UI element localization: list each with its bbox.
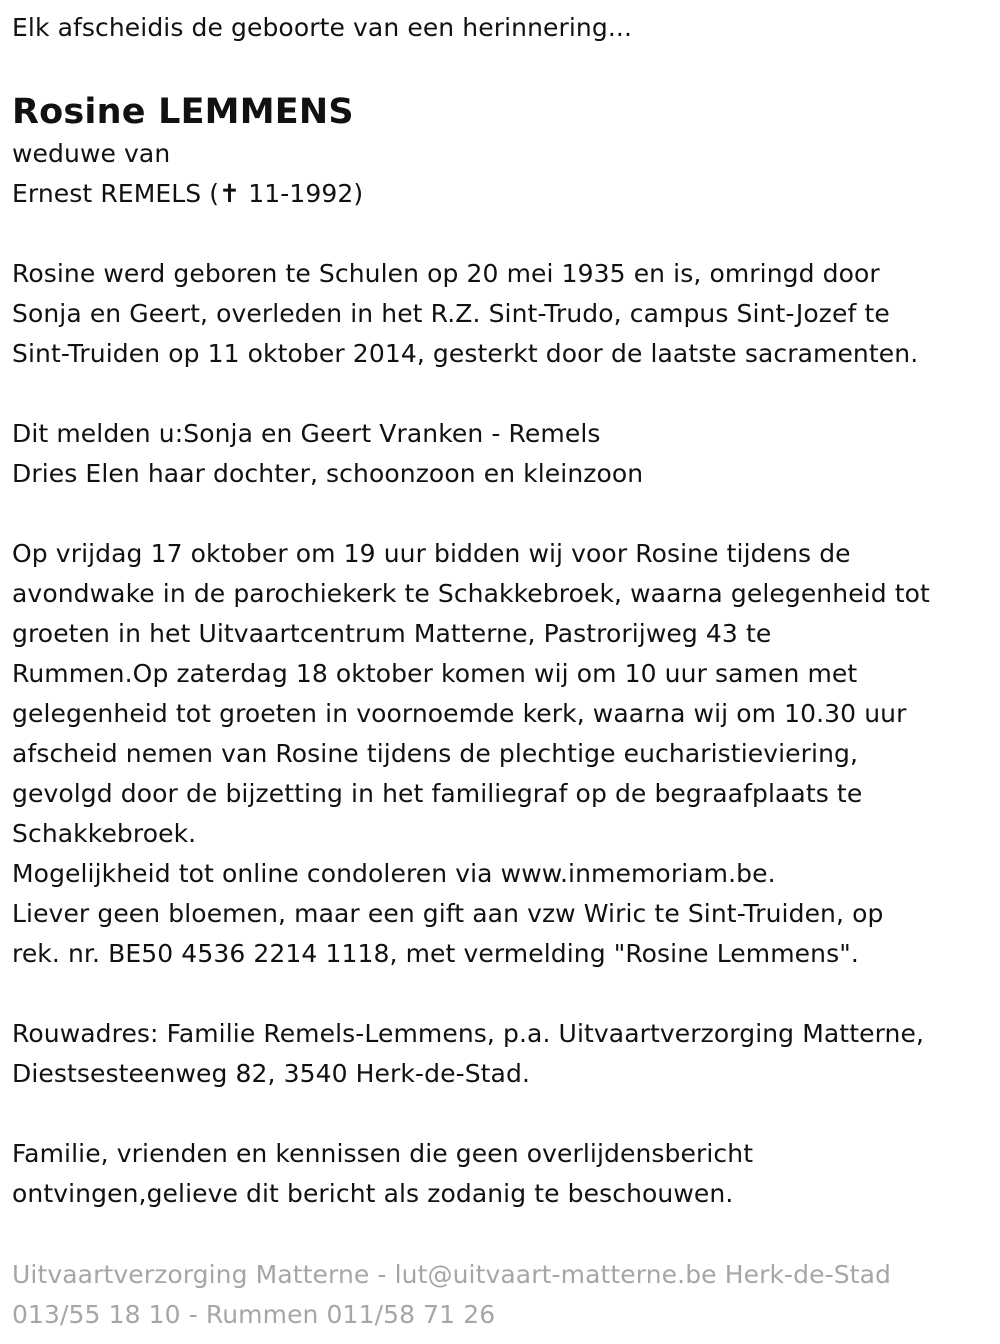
footer-line: Uitvaartverzorging Matterne - lut@uitvaart-matterne.be Herk-de-Stad (12, 1260, 891, 1289)
spouse-name: Ernest REMELS (✝ 11-1992) (12, 179, 364, 208)
announcers-paragraph (12, 414, 988, 494)
paragraph-line: afscheid nemen van Rosine tijdens de plechtige eucharistieviering, (12, 739, 859, 768)
deceased-name: Rosine LEMMENS (12, 92, 354, 132)
paragraph-line: Rouwadres: Familie Remels-Lemmens, p.a. Uitvaartverzorging Matterne, (12, 1019, 924, 1048)
spacer (12, 1094, 988, 1134)
paragraph-line: Familie, vrienden en kennissen die geen overlijdensbericht (12, 1139, 754, 1168)
paragraph-line: Diestsesteenweg 82, 3540 Herk-de-Stad. (12, 1059, 530, 1088)
paragraph-line: Sint-Truiden op 11 oktober 2014, gesterkt door de laatste sacramenten. (12, 339, 919, 368)
condolence-line: Mogelijkheid tot online condoleren via www.inmemoriam.be. (12, 859, 776, 888)
paragraph-line: Dit melden u:Sonja en Geert Vranken - Remels (12, 419, 601, 448)
spacer (12, 214, 988, 254)
paragraph-line: Liever geen bloemen, maar een gift aan vzw Wiric te Sint-Truiden, op (12, 899, 884, 928)
footer-line: 013/55 18 10 - Rummen 011/58 71 26 (12, 1300, 496, 1329)
paragraph-line: Rummen.Op zaterdag 18 oktober komen wij om 10 uur samen met (12, 659, 858, 688)
paragraph-line: Schakkebroek. (12, 819, 197, 848)
ceremony-paragraph (12, 534, 988, 974)
funeral-home-footer (12, 1255, 891, 1335)
birth-death-paragraph (12, 254, 988, 374)
spacer (12, 374, 988, 414)
intro-quote: Elk afscheidis de geboorte van een herinnering... (12, 13, 632, 42)
paragraph-line: Sonja en Geert, overleden in het R.Z. Sint-Trudo, campus Sint-Jozef te (12, 299, 890, 328)
address-paragraph (12, 1014, 988, 1094)
notice-paragraph (12, 1134, 988, 1214)
paragraph-line: avondwake in de parochiekerk te Schakkebroek, waarna gelegenheid tot (12, 579, 930, 608)
spouse-label: weduwe van (12, 139, 171, 168)
paragraph-line: rek. nr. BE50 4536 2214 1118, met vermelding "Rosine Lemmens". (12, 939, 859, 968)
paragraph-line: gelegenheid tot groeten in voornoemde kerk, waarna wij om 10.30 uur (12, 699, 907, 728)
paragraph-line: Op vrijdag 17 oktober om 19 uur bidden wij voor Rosine tijdens de (12, 539, 851, 568)
paragraph-line: Dries Elen haar dochter, schoonzoon en kleinzoon (12, 459, 644, 488)
paragraph-line: gevolgd door de bijzetting in het familiegraf op de begraafplaats te (12, 779, 863, 808)
spacer (12, 494, 988, 534)
paragraph-line: groeten in het Uitvaartcentrum Matterne, Pastrorijweg 43 te (12, 619, 772, 648)
spacer (12, 974, 988, 1014)
paragraph-line: Rosine werd geboren te Schulen op 20 mei 1935 en is, omringd door (12, 259, 880, 288)
paragraph-line: ontvingen,gelieve dit bericht als zodanig te beschouwen. (12, 1179, 734, 1208)
